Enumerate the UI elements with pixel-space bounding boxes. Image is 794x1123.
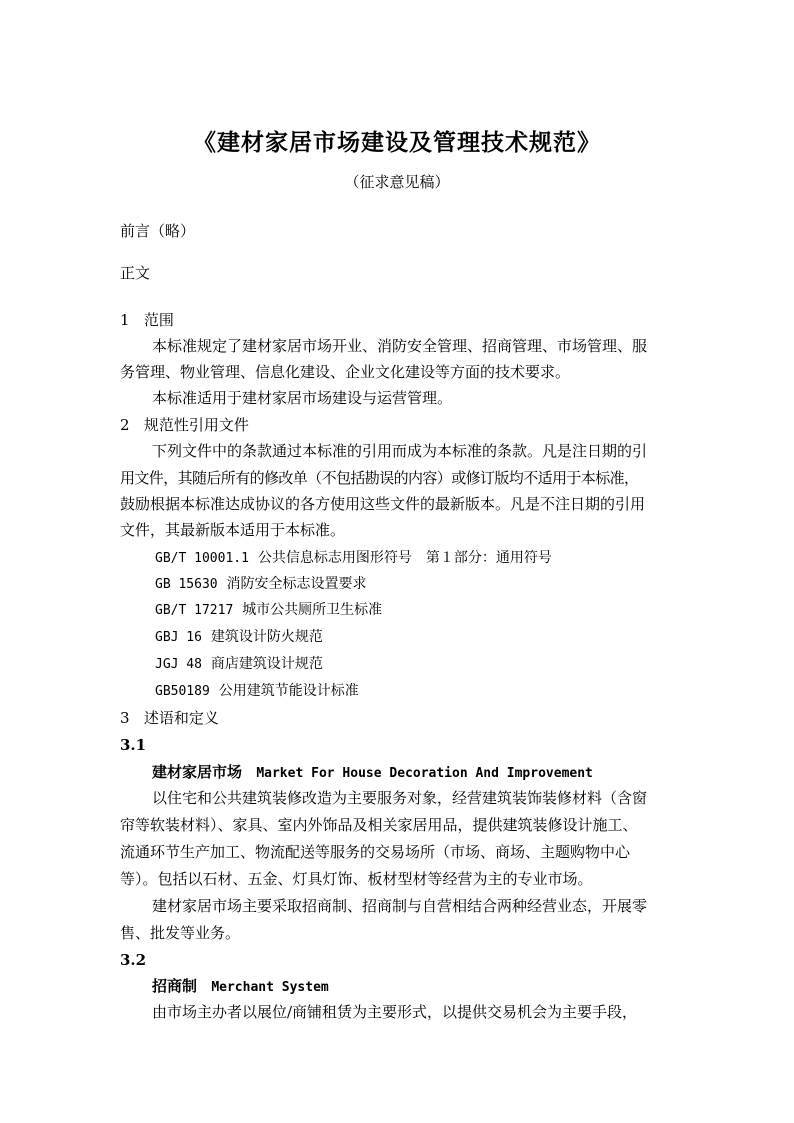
reference-item: [155, 681, 359, 702]
s2-p-line1: 下列文件中的条款通过本标准的引用而成为本标准的条款。凡是注日期的引: [152, 442, 648, 460]
section-2-heading: [120, 415, 249, 435]
term-3-1-line1: 以住宅和公共建筑装修改造为主要服务对象，经营建筑装饰装修材料（含窗: [152, 789, 648, 807]
body-heading: 正文: [120, 264, 151, 282]
section-1-heading: [120, 310, 174, 330]
term-3-2-name: 招商制: [152, 977, 198, 995]
term-3-1-line6: 售、批发等业务。: [120, 924, 241, 942]
reference-code: GBJ 16: [155, 630, 202, 645]
reference-name: 城市公共厕所卫生标准: [242, 602, 383, 618]
section-1-title: 范围: [143, 311, 174, 329]
section-3-number: 3: [120, 709, 130, 727]
reference-code: GB 15630: [155, 577, 218, 592]
reference-item: [155, 627, 323, 648]
term-3-1-name: 建材家居市场: [152, 763, 243, 781]
document-subtitle: （征求意见稿）: [344, 173, 450, 191]
reference-code: GB50189: [155, 684, 210, 699]
reference-code: GB/T 10001.1: [155, 551, 249, 566]
reference-name: 消防安全标志设置要求: [226, 576, 367, 592]
reference-name: 公共信息标志用图形符号 第１部分：通用符号: [257, 550, 552, 566]
reference-item: [155, 574, 367, 595]
reference-name: 公用建筑节能设计标准: [218, 683, 359, 699]
reference-code: GB/T 17217: [155, 603, 234, 618]
section-3-title: 述语和定义: [143, 709, 219, 727]
term-3-1-line4: 等）。包括以石材、五金、灯具灯饰、板材型材等经营为主的专业市场。: [120, 870, 593, 888]
s2-p-line3: 鼓励根据本标准达成协议的各方使用这些文件的最新版本。凡是不注日期的引用: [120, 495, 646, 513]
term-3-2-heading: [152, 976, 329, 998]
section-1-number: 1: [120, 311, 130, 329]
term-3-1-line3: 流通环节生产加工、物流配送等服务的交易场所（市场、商场、主题购物中心: [120, 843, 631, 861]
term-3-1-english: Market For House Decoration And Improvement: [256, 766, 593, 781]
s2-p-line4: 文件，其最新版本适用于本标准。: [120, 521, 346, 539]
document-title: 《建材家居市场建设及管理技术规范》: [193, 129, 601, 156]
section-2-title: 规范性引用文件: [143, 416, 249, 434]
term-3-2-number: 3.2: [120, 951, 147, 969]
s1-p1-line2: 务管理、物业管理、信息化建设、企业文化建设等方面的技术要求。: [120, 363, 571, 381]
term-3-2-line1: 由市场主办者以展位/商铺租赁为主要形式，以提供交易机会为主要手段，: [152, 1003, 638, 1021]
term-3-1-heading: [152, 762, 593, 784]
reference-item: [155, 600, 382, 621]
term-3-2-english: Merchant System: [211, 980, 329, 995]
reference-code: JGJ 48: [155, 657, 202, 672]
section-2-number: 2: [120, 416, 130, 434]
reference-item: [155, 548, 552, 569]
reference-name: 商店建筑设计规范: [210, 656, 323, 672]
s1-p2: 本标准适用于建材家居市场建设与运营管理。: [152, 389, 453, 407]
term-3-1-line5: 建材家居市场主要采取招商制、招商制与自营相结合两种经营业态，开展零: [152, 897, 648, 915]
reference-name: 建筑设计防火规范: [210, 629, 323, 645]
section-3-heading: [120, 708, 219, 728]
reference-item: [155, 654, 323, 675]
term-3-1-line2: 帘等软装材料）、家具、室内外饰品及相关家居用品，提供建筑装修设计施工、: [120, 816, 638, 834]
foreword-line: 前言（略）: [120, 222, 196, 240]
s2-p-line2: 用文件，其随后所有的修改单（不包括勘误的内容）或修订版均不适用于本标准，: [120, 469, 639, 487]
s1-p1-line1: 本标准规定了建材家居市场开业、消防安全管理、招商管理、市场管理、服: [152, 337, 648, 355]
term-3-1-number: 3.1: [120, 736, 147, 754]
